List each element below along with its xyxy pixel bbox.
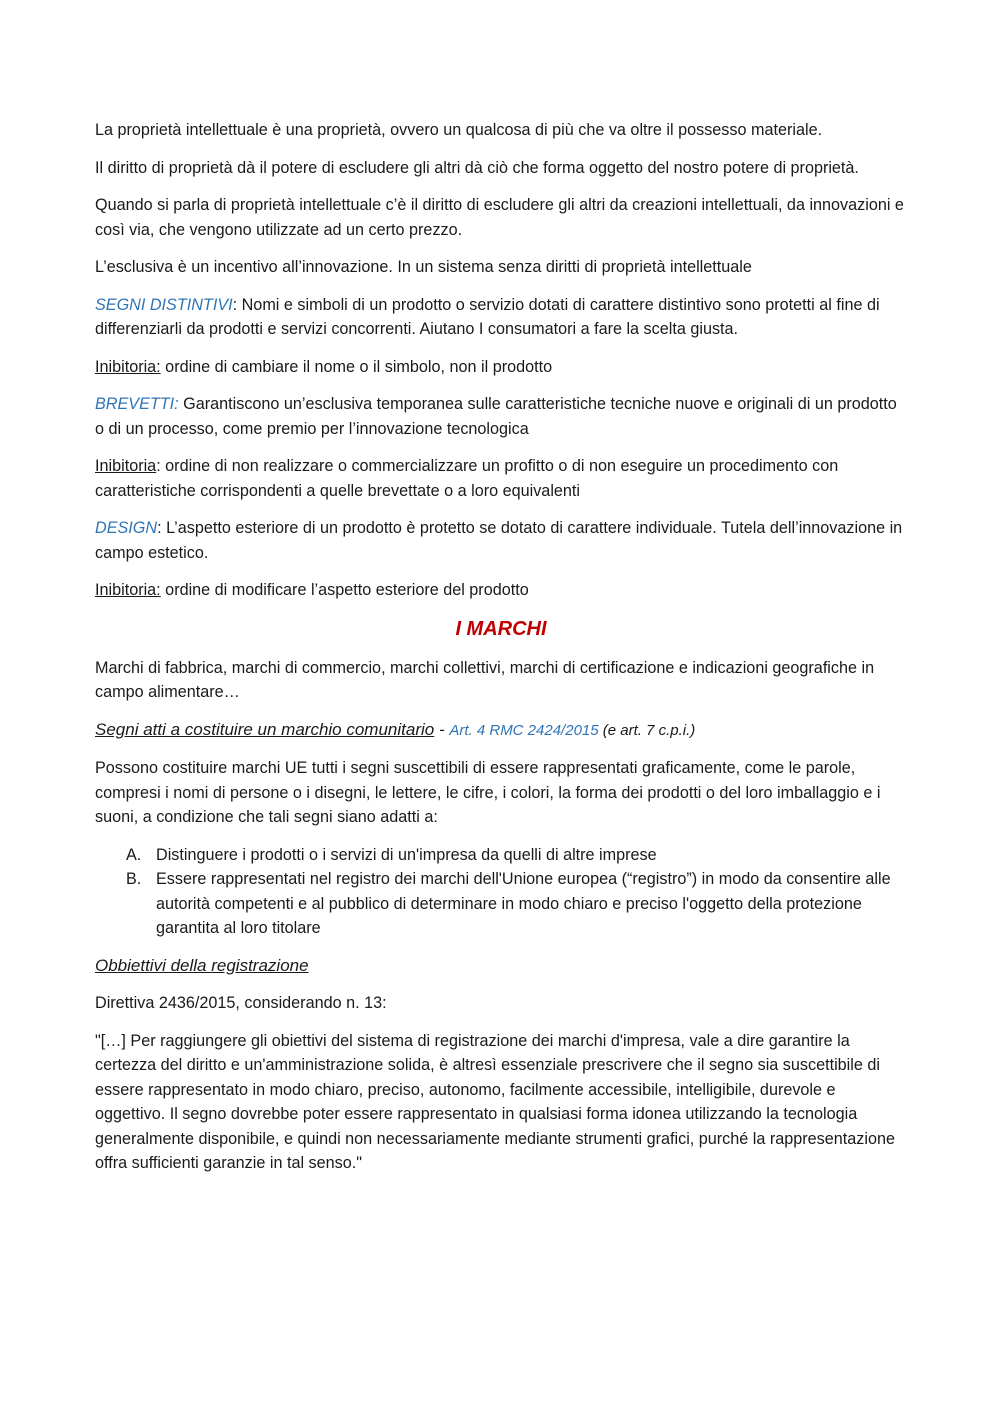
list-item bbox=[95, 843, 907, 868]
marchi-heading-ref-cpi: (e art. 7 c.p.i.) bbox=[598, 721, 696, 739]
marchi-heading-separator: - bbox=[434, 719, 450, 739]
design-inibitoria-text: ordine di modificare l’aspetto esteriore del prodotto bbox=[160, 581, 529, 599]
brevetti-inibitoria-text: : ordine di non realizzare o commercializzare un profitto o di non eseguire un procedimento con caratteristiche corrispondenti a quelle brevettate o a loro equivalenti bbox=[95, 457, 839, 500]
marchi-intro-paragraph: Marchi di fabbrica, marchi di commercio, marchi collettivi, marchi di certificazione e indicazioni geografiche in campo alimentare… bbox=[95, 658, 875, 701]
list-marker: B. bbox=[126, 870, 142, 888]
segni-distintivi-text: : Nomi e simboli di un prodotto o servizio dotati di carattere distintivo sono protetti al fine di differenziarli da prodotti e servizi concorrenti. Aiutano I consumatori a fare la scelta giusta. bbox=[95, 295, 880, 338]
intro-paragraph-3: Quando si parla di proprietà intellettuale c’è il diritto di escludere gli altri da creazioni intellettuali, da innovazioni e così via, che vengono utilizzate ad un certo prezzo. bbox=[95, 196, 904, 239]
design-label: DESIGN bbox=[95, 519, 158, 537]
list-item bbox=[95, 867, 907, 941]
marchi-heading-ref: Art. 4 RMC 2424/2015 bbox=[449, 721, 599, 739]
direttiva-quote: "[…] Per raggiungere gli obiettivi del sistema di registrazione dei marchi d'impresa, vale a dire garantire la certezza del diritto e un'amministrazione solida, è altresì essenziale prescrivere che il segno sia suscettibile di essere rappresentato in modo chiaro, preciso, autonomo, facilmente accessibile, intelligibile, durevole e oggettivo. Il segno dovrebbe poter essere rappresentato in qualsiasi forma idonea utilizzando la tecnologia generalmente disponibile, e quindi non necessariamente mediante strumenti grafici, purché la rappresentazione offra sufficienti garanzie in tal senso." bbox=[95, 1031, 895, 1172]
intro-paragraph-2: Il diritto di proprietà dà il potere di escludere gli altri dà ciò che forma oggetto del nostro potere di proprietà. bbox=[95, 158, 859, 177]
segni-inibitoria-paragraph bbox=[95, 355, 907, 380]
intro-paragraph-1: La proprietà intellettuale è una proprietà, ovvero un qualcosa di più che va oltre il possesso materiale. bbox=[95, 121, 823, 139]
design-text: : L’aspetto esteriore di un prodotto è protetto se dotato di carattere individuale. Tutela dell’innovazione in campo estetico. bbox=[95, 519, 903, 562]
marchi-body-paragraph: Possono costituire marchi UE tutti i segni suscettibili di essere rappresentati graficamente, come le parole, compresi i nomi di persone o i disegni, le lettere, le cifre, i colori, la forma dei prodotti o del loro imballaggio e i suoni, a condizione che tali segni siano adatti a: bbox=[95, 759, 881, 826]
design-inibitoria-label: Inibitoria: bbox=[95, 581, 161, 599]
list-marker: A. bbox=[126, 845, 142, 864]
marchi-conditions-list bbox=[95, 843, 907, 941]
marchi-heading-segni bbox=[95, 718, 907, 744]
direttiva-paragraph: Direttiva 2436/2015, considerando n. 13: bbox=[95, 994, 387, 1012]
segni-inibitoria-label: Inibitoria: bbox=[95, 357, 161, 376]
intro-paragraph-4: L’esclusiva è un incentivo all’innovazione. In un sistema senza diritti di proprietà intellettuale bbox=[95, 258, 752, 276]
segni-distintivi-paragraph bbox=[95, 293, 907, 342]
segni-inibitoria-text: ordine di cambiare il nome o il simbolo, non il prodotto bbox=[160, 357, 553, 376]
brevetti-label: BREVETTI: bbox=[95, 395, 179, 413]
registrazione-heading bbox=[95, 954, 907, 979]
marchi-heading-segni-text: Segni atti a costituire un marchio comunitario bbox=[95, 719, 435, 739]
brevetti-paragraph bbox=[95, 392, 907, 441]
document-body bbox=[95, 118, 907, 1189]
list-item-text: Distinguere i prodotti o i servizi di un'impresa da quelli di altre imprese bbox=[156, 845, 657, 864]
design-inibitoria-paragraph bbox=[95, 578, 907, 603]
registrazione-heading-text: Obbiettivi della registrazione bbox=[95, 955, 309, 975]
brevetti-text: Garantiscono un’esclusiva temporanea sulle caratteristiche tecniche nuove e originali di un prodotto o di un processo, come premio per l’innovazione tecnologica bbox=[95, 395, 897, 438]
brevetti-inibitoria-label: Inibitoria bbox=[95, 457, 157, 475]
marchi-title: I MARCHI bbox=[455, 617, 547, 640]
brevetti-inibitoria-paragraph bbox=[95, 454, 907, 503]
design-paragraph bbox=[95, 516, 907, 565]
list-item-text: Essere rappresentati nel registro dei marchi dell'Unione europea (“registro”) in modo da consentire alle autorità competenti e al pubblico di determinare in modo chiaro e preciso l'oggetto della protezione garantita al loro titolare bbox=[156, 870, 891, 937]
segni-distintivi-label: SEGNI DISTINTIVI bbox=[95, 295, 233, 314]
